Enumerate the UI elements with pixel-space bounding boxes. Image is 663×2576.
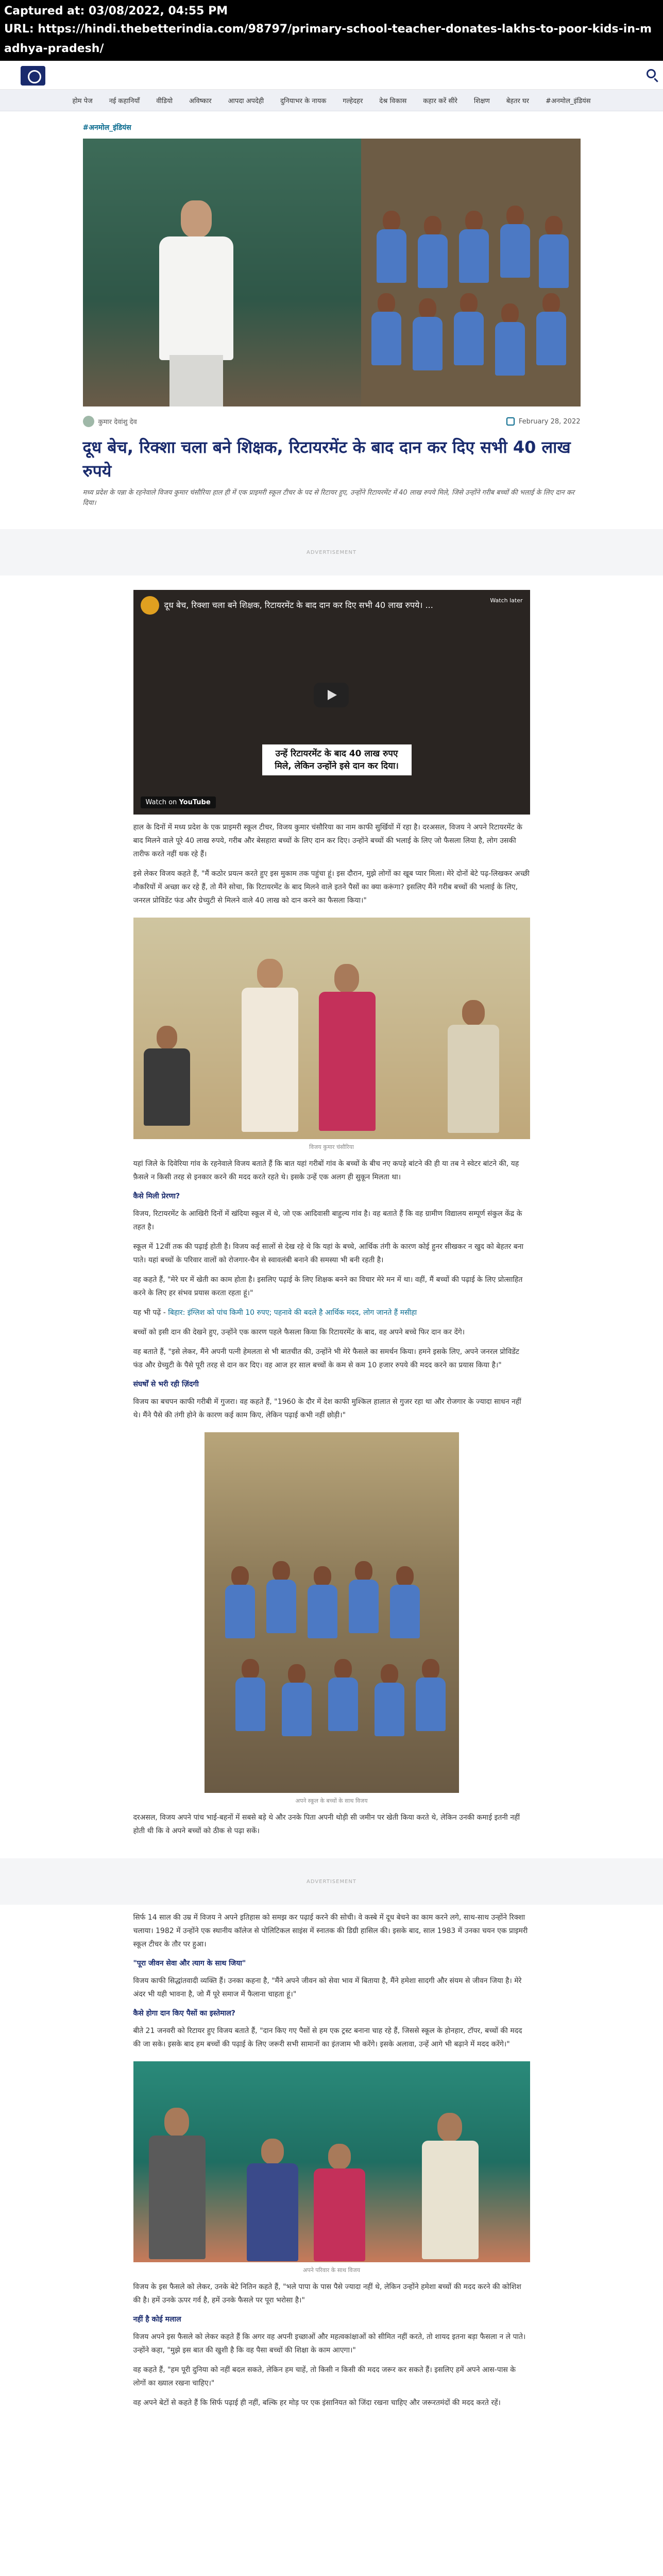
paragraph: विजय के इस फैसले को लेकर, उनके बेटे नितिन कहते हैं, "भले पापा के पास पैसे ज्यादा नहीं थे, लेकिन उन्होंने हमेशा बच्चों की मदद करने की कोशिश की है। हमें उनके ऊपर गर्व है, हमें उनके फैसले पर पूरा भरोसा है।" (133, 2283, 521, 2304)
nav-item[interactable]: #अनमोल_इंडियंस (545, 97, 591, 105)
calendar-icon (506, 417, 515, 426)
nav-item[interactable]: नई कहानियाँ (109, 97, 140, 105)
paragraph: विजय अपने इस फैसले को लेकर कहते हैं कि अगर वह अपनी इच्छाओं और महत्वकांक्षाओं को सीमित नहीं करते, तो शायद इतना बड़ा फैसला न ले पाते। उन्होंने कहा, "मुझे इस बात की खुशी है कि वह पैसा बच्चों की शिक्षा के काम आएगा।" (133, 2333, 526, 2354)
author (83, 416, 137, 427)
ad-slot (0, 1858, 663, 1905)
paragraph: बीते 21 जनवरी को रिटायर हुए विजय बताते हैं, "दान किए गए पैसों से हम एक ट्रस्ट बनाना चाह रहे हैं, जिससे स्कूल के होनहार, टॉपर, बच्चों की मदद की जा सके। इसके बाद हम बच्चों की पढ़ाई के लिए जरूरी सभी सामानों का इंतजाम भी करेंगे। इसके अलावा, उन्हें आगे भी बढ़ाने में मदद करेंगे।" (133, 2027, 522, 2048)
publish-date (506, 417, 581, 426)
nav-item[interactable]: आपदा अपदेही (228, 97, 264, 105)
nav-item[interactable]: दुनियाभर के नायक (280, 97, 327, 105)
ad-slot (0, 529, 663, 575)
subheading: कैसे मिली प्रेरणा? (133, 1192, 180, 1200)
photo-caption: अपने परिवार के साथ विजय (302, 2267, 361, 2274)
article-summary: मध्य प्रदेश के पन्ना के रहनेवाले विजय कुमार चंसौरिया हाल ही में एक प्राइमरी स्कूल टीचर के पद से रिटायर हुए, उन्होंने रिटायरमेंट में 40 लाख रुपये मिले, जिसे उन्होंने गरीब बच्चों की भलाई के लिए दान कर दिया। (82, 489, 574, 507)
paragraph: सिर्फ 14 साल की उम्र में विजय ने अपने इतिहास को समझ कर पढ़ाई करने की सोची। वे कस्बे में दूध बेचने का काम करने लगे, साथ-साथ उन्होंने रिक्शा चलाया। 1982 में उन्होंने एक स्थानीय कॉलेज से पोलिटिकल साइंस में स्नातक की डिग्री हासिल की। इसके बाद, साल 1983 में उनका चयन एक प्राइमरी स्कूल टीचर के तौर पर हुआ। (133, 1913, 528, 1948)
nav-item[interactable]: गल्हेदहर (343, 97, 363, 105)
site-logo[interactable] (21, 66, 45, 86)
photo-caption: अपने स्कूल के बच्चों के साथ विजय (295, 1798, 368, 1804)
ad-label: ADVERTISEMENT (306, 1878, 356, 1885)
paragraph: यहां जिले के दिवेरिया गांव के रहनेवाले विजय बताते हैं कि बात यहां गरीबों गांव के बच्चों के बीच नए कपड़े बांटने की ही या तब ने स्वेटर बांटने की, यह फ़ैसले न किसी तरह से इनकार करने की मदद करते रहते थे। इसके उन्हें एक अलग ही सुकून मिलता था। (133, 1160, 519, 1181)
author-name[interactable]: कुमार देवांशु देव (98, 418, 137, 426)
video-caption: उन्हें रिटायरमेंट के बाद 40 लाख रुपए मिले, लेकिन उन्होंने इसे दान कर दिया। (262, 744, 412, 775)
nav-item[interactable]: कहार करें सीरे (423, 97, 457, 105)
video-title[interactable]: दूध बेच, रिक्शा चला बने शिक्षक, रिटायरमेंट के बाद दान कर दिए सभी 40 लाख रुपये। ... (164, 600, 433, 610)
article-content-continued (133, 1911, 530, 2410)
paragraph: बच्चों को इसी दान की देखने हुए, उन्होंने एक कारण पहले फैसला किया कि रिटायरमेंट के बाद, वह अपने बच्चे फिर दान कर देंगे। (133, 1328, 465, 1336)
paragraph: वह बताते हैं, "इसे लेकर, मैंने अपनी पत्नी हेमलता से भी बातचीत की, उन्होंने भी मेरे फैसले का समर्थन किया। हमने इसके लिए, अपने जनरल प्रोविडेंट फंड और ग्रेच्युटी के पैसे पूरी तरह से दान कर दिए। वह आज हर साल बच्चों के कम से कम 10 हजार रुपये की मदद करने का प्रयास किया है।" (133, 1348, 519, 1369)
page-body (0, 123, 663, 2410)
capture-time: Captured at: 03/08/2022, 04:55 PM (4, 5, 228, 18)
subheading: "पूरा जीवन सेवा और त्याग के साथ जिया" (133, 1959, 246, 1968)
subheading: नहीं है कोई मलाल (133, 2315, 181, 2324)
photo-family (133, 2061, 530, 2262)
date-text: February 28, 2022 (518, 417, 581, 426)
paragraph: वह कहते हैं, "मेरे घर में खेती का काम होता है। इसलिए पढ़ाई के लिए शिक्षक बनने का विचार मेरे मन में था। वहीं, मैं बच्चों की पढ़ाई के लिए प्रोत्साहित करने के लिए हर संभव प्रयास करता रहता हूं।" (133, 1276, 523, 1297)
paragraph: विजय का बचपन काफी गरीबी में गुजरा। वह कहते हैं, "1960 के दौर में देश काफी मुश्किल हालात से गुजर रहा था और रोजगार के ज्यादा साधन नहीं थे। मैंने पैसे की तंगी होने के कारण कई काम किए, लेकिन पढ़ाई कभी नहीं छोड़ी।" (133, 1398, 521, 1419)
nav-item[interactable]: होम पेज (72, 97, 93, 105)
watch-later-button[interactable]: Watch later (490, 597, 523, 604)
photo-garlanded (133, 918, 530, 1139)
paragraph: वह कहते हैं, "हम पूरी दुनिया को नहीं बदल सकते, लेकिन हम चाहें, तो किसी न किसी की मदद जरूर कर सकते हैं। इसलिए हमें अपने आस-पास के लोगों का ख्याल रखना चाहिए।" (133, 2366, 516, 2387)
photo-with-students (205, 1432, 459, 1793)
watch-on-label: Watch on (145, 799, 177, 806)
paragraph: विजय काफी सिद्धांतवादी व्यक्ति हैं। उनका कहना है, "मैंने अपने जीवन को सेवा भाव में बिताया है, मैंने हमेशा सादगी और संयम से जीवन जिया है। मेरे अंदर भी यही भावना है, जो मैं पूरे समाज में फैलाना चाहता हूं।" (133, 1977, 522, 1998)
nav-item[interactable]: अविष्कार (189, 97, 212, 105)
paragraph: स्कूल में 12वीं तक की पढ़ाई होती है। विजय कई सालों से देख रहे थे कि यहां के बच्चे, आर्थिक तंगी के कारण कोई हुनर सीखकर न खुद को बेहतर बना पाते। यहां बच्चों के परिवार वालों को रोजगार-चैन से स्वावलंबी बनाने की समस्या भी बनी रहती है। (133, 1243, 524, 1264)
photo-caption: विजय कुमार चंसौरिया (309, 1144, 354, 1150)
article-title: दूध बेच, रिक्शा चला बने शिक्षक, रिटायरमेंट के बाद दान कर दिए सभी 40 लाख रुपये (82, 437, 571, 481)
watch-on-youtube-button[interactable] (141, 796, 216, 808)
category-tag[interactable]: #अनमोल_इंडियंस (82, 124, 131, 132)
subheading: संघर्षों से भरी रही ज़िंदगी (133, 1380, 199, 1388)
hero-image-right (361, 139, 581, 406)
video-player[interactable] (133, 590, 530, 815)
teacher-figure (150, 200, 243, 406)
subheading: कैसे होगा दान किए पैसों का इस्तेमाल? (133, 2009, 235, 2018)
search-icon[interactable] (647, 69, 656, 78)
capture-header (0, 0, 663, 61)
paragraph: विजय, रिटायरमेंट के आखिरी दिनों में खंदिया स्कूल में थे, जो एक आदिवासी बाहुल्य गांव है। वह बताते हैं कि वह ग्रामीण विद्यालय सम्पूर्ण संकुल केंद्र के तहत है। (133, 1210, 522, 1231)
channel-avatar[interactable] (141, 596, 159, 615)
hero-image-left (83, 139, 361, 406)
related-prefix: यह भी पढ़ें - (133, 1309, 168, 1317)
paragraph: हाल के दिनों में मध्य प्रदेश के एक प्राइमरी स्कूल टीचर, विजय कुमार चंसौरिया का नाम काफी सुर्खियों में रहा है। दरअसल, विजय ने अपने रिटायरमेंट के बाद मिलने वाले पूरे 40 लाख रुपये, गरीब और बेसहारा बच्चों के लिए दान कर दिए। उन्होंने बच्चों की भलाई के लिए जो फैसला लिया है, लोग उसकी तारीफ करते नहीं थक रहे हैं। (133, 823, 522, 858)
related-article-link[interactable]: बिहार: इंग्लिश को पांच किमी 10 रुपए; पहनावे की बदले है आर्थिक मदद, लोग जानते हैं मसीहा (168, 1309, 417, 1317)
paragraph: इसे लेकर विजय कहते हैं, "मैं कठोर प्रयत्न करते हुए इस मुकाम तक पहुंचा हूं। इस दौरान, मुझे लोगों का खूब प्यार मिला। मेरे दोनों बेटे पढ़-लिखकर अच्छी नौकरियों में अच्छा कर रहे हैं, तो मैंने सोचा, कि रिटायरमेंट के बाद मिलने वाले इतने पैसों का क्या करूंगा? इसलिए मैंने गरीब बच्चों की भलाई के लिए, जनरल प्रोविडेंट फंड और ग्रेच्युटी से मिलने वाले 40 लाख को दान करने का फैसला किया।" (133, 870, 530, 905)
article-header (83, 123, 581, 509)
article-meta (83, 416, 581, 427)
youtube-label: YouTube (179, 799, 211, 806)
related-link-line (133, 1306, 530, 1319)
paragraph: दरअसल, विजय अपने पांच भाई-बहनों में सबसे बड़े थे और उनके पिता अपनी थोड़ी सी जमीन पर खेती किया करते थे, लेकिन उनकी कमाई इतनी नहीं होती थी कि वे अपने बच्चों को ठीक से पढ़ा सकें। (133, 1814, 520, 1835)
site-header (0, 61, 663, 90)
nav-item[interactable]: देश्र विकास (379, 97, 407, 105)
main-nav (0, 90, 663, 111)
nav-item[interactable]: शिक्षण (473, 97, 490, 105)
ad-label: ADVERTISEMENT (306, 549, 356, 555)
play-button[interactable] (314, 683, 349, 707)
avatar (83, 416, 94, 427)
nav-item[interactable]: बेहतर घर (506, 97, 529, 105)
article-content (133, 590, 530, 1838)
paragraph: वह अपने बेटों से कहते हैं कि सिर्फ पढ़ाई ही नहीं, बल्कि हर मोड़ पर एक इंसानियत को जिंदा रखना चाहिए और जरूरतमंदों की मदद करते रहें। (133, 2399, 501, 2407)
capture-url: URL: https://hindi.thebetterindia.com/98797/primary-school-teacher-donates-lakhs-to-poor-kids-in-madhya-pradesh/ (4, 23, 652, 55)
hero-image (83, 139, 581, 406)
nav-item[interactable]: वीडियो (156, 97, 173, 105)
